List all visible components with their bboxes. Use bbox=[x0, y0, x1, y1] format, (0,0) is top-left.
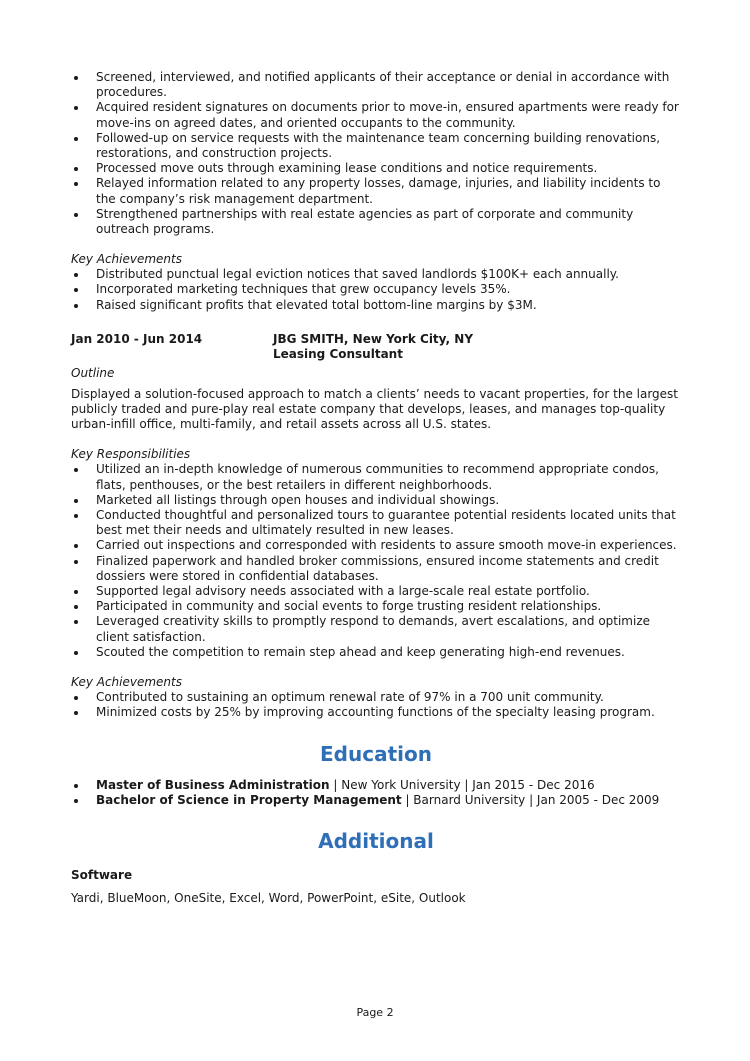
education-item bbox=[71, 778, 681, 793]
education-details: | New York University | Jan 2015 - Dec 2016 bbox=[329, 777, 595, 792]
job-outline-label: Outline bbox=[71, 365, 115, 380]
list-item: Utilized an in-depth knowledge of numerous communities to recommend appropriate condos, flats, penthouses, or the best retailers in different neighborhoods. bbox=[71, 462, 681, 492]
education-item bbox=[71, 793, 681, 808]
job-achievements bbox=[71, 690, 681, 720]
list-item: Supported legal advisory needs associated with a large-scale real estate portfolio. bbox=[71, 584, 681, 599]
list-item: Carried out inspections and corresponded with residents to assure smooth move-in experiences. bbox=[71, 538, 681, 553]
list-item: Strengthened partnerships with real estate agencies as part of corporate and community outreach programs. bbox=[71, 207, 681, 237]
resume-content bbox=[71, 70, 681, 906]
education-heading: Education bbox=[320, 741, 432, 766]
software-label: Software bbox=[71, 867, 133, 882]
list-item: Screened, interviewed, and notified applicants of their acceptance or denial in accordance with procedures. bbox=[71, 70, 681, 100]
job-achievements-label: Key Achievements bbox=[71, 675, 182, 690]
job-title: Leasing Consultant bbox=[273, 347, 403, 362]
job-responsibilities-label: Key Responsibilities bbox=[71, 447, 191, 462]
list-item: Minimized costs by 25% by improving accounting functions of the specialty leasing program. bbox=[71, 705, 681, 720]
page-number: Page 2 bbox=[356, 1006, 394, 1019]
list-item: Followed-up on service requests with the maintenance team concerning building renovations, restorations, and construction projects. bbox=[71, 131, 681, 161]
job-org bbox=[273, 332, 473, 363]
education-list bbox=[71, 778, 681, 808]
list-item: Relayed information related to any property losses, damage, injuries, and liability incidents to the company’s risk management department. bbox=[71, 176, 681, 206]
list-item: Marketed all listings through open houses and individual showings. bbox=[71, 493, 681, 508]
job-outline-text: Displayed a solution-focused approach to match a clients’ needs to vacant properties, for the largest publicly traded and pure-play real estate company that develops, leases, and manages top-quality urban-infill office, multi-family, and retail assets across all U.S. states. bbox=[71, 386, 679, 432]
list-item: Conducted thoughtful and personalized tours to guarantee potential residents located units that best met their needs and ultimately resulted in new leases. bbox=[71, 508, 681, 538]
list-item: Incorporated marketing techniques that grew occupancy levels 35%. bbox=[71, 282, 681, 297]
list-item: Distributed punctual legal eviction notices that saved landlords $100K+ each annually. bbox=[71, 267, 681, 282]
list-item: Scouted the competition to remain step ahead and keep generating high-end revenues. bbox=[71, 645, 681, 660]
education-details: | Barnard University | Jan 2005 - Dec 2009 bbox=[401, 792, 660, 807]
job-dates: Jan 2010 - Jun 2014 bbox=[71, 331, 203, 346]
additional-heading: Additional bbox=[318, 828, 434, 853]
list-item: Finalized paperwork and handled broker commissions, ensured income statements and credit dossiers were stored in confidential databases. bbox=[71, 554, 681, 584]
job-company: JBG SMITH, New York City, NY bbox=[273, 331, 474, 346]
prev-job-achievements-label: Key Achievements bbox=[71, 252, 182, 267]
job-header bbox=[71, 332, 681, 363]
prev-job-achievements bbox=[71, 267, 681, 313]
education-degree: Master of Business Administration bbox=[96, 777, 330, 792]
list-item: Acquired resident signatures on documents prior to move-in, ensured apartments were ready for move-ins on agreed dates, and oriented occupants to the community. bbox=[71, 100, 681, 130]
software-list: Yardi, BlueMoon, OneSite, Excel, Word, PowerPoint, eSite, Outlook bbox=[71, 890, 466, 905]
list-item: Leveraged creativity skills to promptly respond to demands, avert escalations, and optimize client satisfaction. bbox=[71, 614, 681, 644]
list-item: Participated in community and social events to forge trusting resident relationships. bbox=[71, 599, 681, 614]
job-responsibilities bbox=[71, 462, 681, 660]
list-item: Processed move outs through examining lease conditions and notice requirements. bbox=[71, 161, 681, 176]
list-item: Contributed to sustaining an optimum renewal rate of 97% in a 700 unit community. bbox=[71, 690, 681, 705]
prev-job-responsibilities bbox=[71, 70, 681, 237]
education-degree: Bachelor of Science in Property Management bbox=[96, 792, 402, 807]
list-item: Raised significant profits that elevated total bottom-line margins by $3M. bbox=[71, 298, 681, 313]
